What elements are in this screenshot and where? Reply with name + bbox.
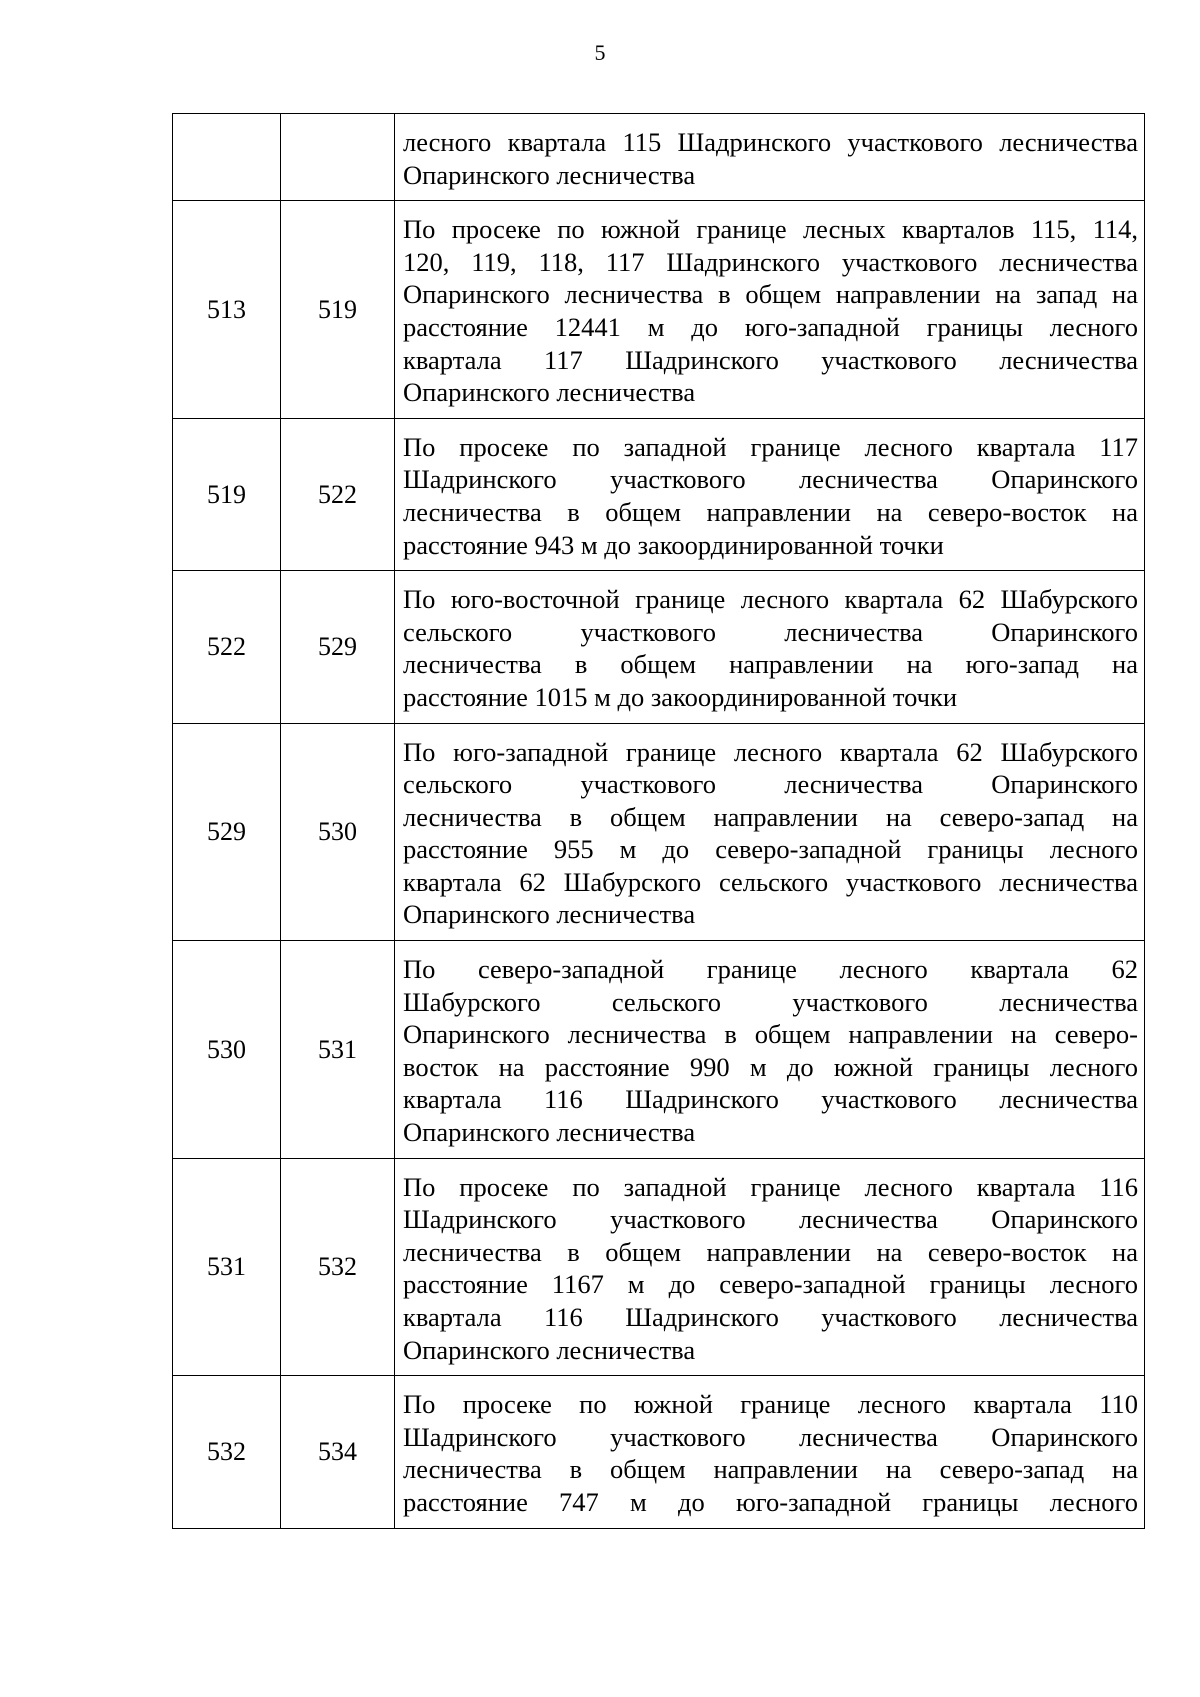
table-row — [173, 418, 1145, 570]
point-to-cell — [281, 114, 395, 201]
description-line: По просеке по западной границе лесного квартала 116 — [403, 1171, 1138, 1202]
description-line: расстояние 1015 м до закоординированной точки — [403, 681, 958, 712]
description-line: квартала 117 Шадринского участкового лесничества — [403, 344, 1138, 375]
description-line: Шадринского участкового лесничества Опаринского — [403, 464, 1138, 495]
table-row — [173, 1376, 1145, 1528]
description-line: расстояние 1167 м до северо-западной границы лесного — [403, 1269, 1138, 1300]
description-line: сельского участкового лесничества Опаринского — [403, 769, 1138, 800]
description-line: расстояние 955 м до северо-западной границы лесного — [403, 834, 1138, 865]
description-line: квартала 116 Шадринского участкового лесничества — [403, 1084, 1138, 1115]
description-line: Опаринского лесничества — [403, 1117, 696, 1148]
point-to-cell: 530 — [281, 723, 395, 941]
boundary-description-cell — [395, 941, 1145, 1159]
boundary-description-cell — [395, 723, 1145, 941]
description-line: лесничества в общем направлении на юго-запад на — [403, 649, 1138, 680]
point-to-cell: 534 — [281, 1376, 395, 1528]
point-to-cell: 529 — [281, 571, 395, 723]
description-line: По просеке по западной границе лесного квартала 117 — [403, 431, 1138, 462]
description-line: расстояние 943 м до закоординированной точки — [403, 529, 944, 560]
point-from-cell: 522 — [173, 571, 281, 723]
description-line: расстояние 747 м до юго-западной границы лесного — [403, 1486, 1138, 1517]
table-body — [173, 114, 1145, 1529]
description-line: квартала 62 Шабурского сельского участкового лесничества — [403, 866, 1138, 897]
description-line: Опаринского лесничества в общем направлении на северо- — [403, 1019, 1138, 1050]
boundary-table — [172, 113, 1145, 1529]
description-line: Шабурского сельского участкового лесничества — [403, 986, 1138, 1017]
point-from-cell: 529 — [173, 723, 281, 941]
description-line: лесничества в общем направлении на северо-восток на — [403, 1236, 1138, 1267]
boundary-description-cell — [395, 201, 1145, 419]
description-line: 120, 119, 118, 117 Шадринского участкового лесничества — [403, 246, 1138, 277]
point-from-cell: 513 — [173, 201, 281, 419]
table-row — [173, 201, 1145, 419]
table-row — [173, 723, 1145, 941]
boundary-description-cell — [395, 1376, 1145, 1528]
point-to-cell: 531 — [281, 941, 395, 1159]
table-row — [173, 1158, 1145, 1376]
description-line: Опаринского лесничества — [403, 377, 696, 408]
description-line: Шадринского участкового лесничества Опаринского — [403, 1204, 1138, 1235]
point-to-cell: 519 — [281, 201, 395, 419]
description-line: Опаринского лесничества — [403, 1334, 696, 1365]
description-line: По просеке по южной границе лесных кварталов 115, 114, — [403, 214, 1138, 245]
description-line: восток на расстояние 990 м до южной границы лесного — [403, 1051, 1138, 1082]
description-line: расстояние 12441 м до юго-западной границы лесного — [403, 311, 1138, 342]
point-from-cell: 519 — [173, 418, 281, 570]
description-line: По юго-западной границе лесного квартала 62 Шабурского — [403, 736, 1138, 767]
point-from-cell — [173, 114, 281, 201]
table-row — [173, 571, 1145, 723]
boundary-description-cell — [395, 571, 1145, 723]
point-to-cell: 522 — [281, 418, 395, 570]
description-line: лесного квартала 115 Шадринского участкового лесничества — [403, 127, 1138, 157]
description-line: Опаринского лесничества — [403, 159, 696, 190]
page-number: 5 — [594, 40, 606, 65]
description-line: сельского участкового лесничества Опаринского — [403, 616, 1138, 647]
description-line: По просеке по южной границе лесного квартала 110 — [403, 1389, 1138, 1420]
point-from-cell: 532 — [173, 1376, 281, 1528]
description-line: квартала 116 Шадринского участкового лесничества — [403, 1302, 1138, 1332]
table-row — [173, 941, 1145, 1159]
description-line: Опаринского лесничества — [403, 899, 696, 930]
description-line: лесничества в общем направлении на северо-восток на — [403, 496, 1138, 527]
description-line: По юго-восточной границе лесного квартала 62 Шабурского — [403, 584, 1138, 615]
description-line: Опаринского лесничества в общем направлении на запад на — [403, 279, 1138, 310]
description-line: Шадринского участкового лесничества Опаринского — [403, 1421, 1138, 1452]
table-row — [173, 114, 1145, 201]
boundary-description-cell — [395, 114, 1145, 201]
description-line: лесничества в общем направлении на северо-запад на — [403, 801, 1138, 832]
description-line: лесничества в общем направлении на северо-запад на — [403, 1454, 1138, 1485]
description-line: По северо-западной границе лесного квартала 62 — [403, 954, 1138, 985]
boundary-description-cell — [395, 418, 1145, 570]
point-from-cell: 531 — [173, 1158, 281, 1376]
point-to-cell: 532 — [281, 1158, 395, 1376]
boundary-description-cell — [395, 1158, 1145, 1376]
point-from-cell: 530 — [173, 941, 281, 1159]
